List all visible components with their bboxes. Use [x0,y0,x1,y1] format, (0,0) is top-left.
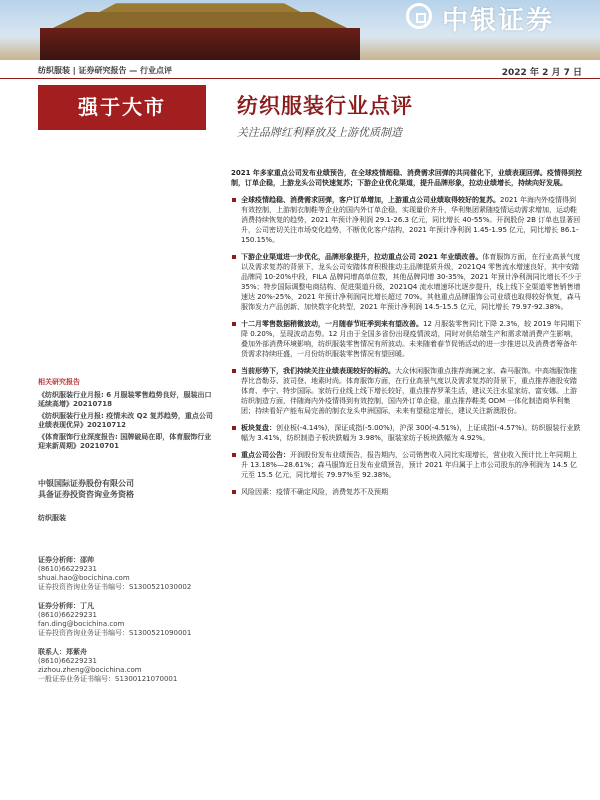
bullet-lead: 重点公司公告： [241,451,290,459]
bullet-text: 大众休闲服饰重点推荐海澜之家、森马服饰。中高端服饰推荐比音勒芬、波司登、地素时尚。体育服饰方面，在行业高景气度以及需求复苏的背景下，重点推荐港股安踏体育、李宁、特步国际。家纺行业线上线下增长较好，重点推荐罗莱生活，建议关注水星家纺、富安娜。上游纺织制造方面，伴随海内外疫情得到有效控制，国内外订单企稳，重点推荐鞋类 ODM 一体化制造商华利集团；持续看好产能布局完善的制衣龙头申洲国际，未来有望稳定增长，建议关注新澳股份。 [241,367,577,415]
company-info [38,478,218,523]
analyst-email[interactable]: zizhou.zheng@bocichina.com [38,666,142,674]
bullet-lead: 当前形势下，我们持续关注业绩表现较好的标的。 [241,367,395,375]
bullet-item [231,195,583,245]
analyst-phone: (8610)66229231 [38,611,97,619]
analyst-email[interactable]: fan.ding@bocichina.com [38,620,125,628]
analyst-cert: 一般证券业务证书编号：S1300121070001 [38,675,178,683]
sector-label: 纺织服装 [38,514,66,522]
analyst-cert: 证券投资咨询业务证书编号：S1300521090001 [38,629,192,637]
banner-building [40,28,360,60]
bullet-item [231,252,583,312]
bullet-item [231,487,583,497]
brand-logo [400,0,600,40]
related-report-item[interactable]: 《纺织服装行业月报: 疫情未改 Q2 复苏趋势，重点公司业绩表现优异》20210712 [38,412,213,429]
bullet-text: 创业板(-4.14%)，深证成指(-5.00%)，沪深 300(-4.51%)，上证成指(-4.57%)。纺织服装行业跌幅为 3.41%，纺织制造子板块跌幅为 3.98%，服装家纺子板块跌幅为 4.92%。 [241,424,581,442]
bullet-item [231,319,583,359]
bullet-lead: 十二月零售数据稍微波动，一月随春节旺季到来有望改善。 [241,320,423,328]
bank-logo-icon [406,3,432,29]
bullet-text: 开润股份发布业绩预告，报告期内，公司销售收入同比实现增长，营业收入预计比上年同期上升 13.18%—28.61%；森马服饰近日发布业绩预告，预计 2021 年归属于上市公司股东的净利润为 14.5 亿元至 15.5 亿元，同比增长 79.97%至 92.38%。 [241,451,577,479]
top-bar [0,62,600,79]
report-title: 纺织服装行业点评 [237,94,413,118]
report-subtitle: 关注品牌红利释放及上游优质制造 [237,126,402,139]
bullet-text: 体育服饰方面，在行业高景气度以及需求复苏的背景下，龙头公司安踏体育积极推动主品牌提质升级，2021Q4 零售流水增速良好，其中安踏品牌同 10-20%中段，FILA 品牌同增高单位数，其他品牌同增 30-35%，2021 年预计净利润同比增长不少于 35%；特步国际调整电商结构、促进渠道升级，2021Q4 流水增速环比逐步提升，线上线下全渠道零售销售增速达 20%-25%，2021 年预计净利润同比增长超过 70%。其他重点品牌服饰公司业绩也取得较好恢复，森马服饰发力产品创新、加快数字化转型，2021 年预计净利润 14.5-15.5 亿元，同比增长 79.97-92.38%。 [241,253,582,311]
bullet-item [231,450,583,480]
bullet-lead: 全球疫情趋稳、消费需求回弹，客户订单增加，上游重点公司业绩取得较好的复苏。 [241,196,500,204]
analyst-block [38,556,218,684]
bullet-lead: 板块复盘： [241,424,276,432]
analyst-phone: (8610)66229231 [38,565,97,573]
summary-paragraph: 2021 年多家重点公司发布业绩预告，在全球疫情超稳、消费需求回弹的共同催化下，业绩表现回弹。疫情得到控制，订单企稳，上游龙头公司快速复苏；下游企业优化渠道，提升品牌形象，拉动业绩增长，持续向好发展。 [231,169,582,187]
analyst-role: 证券分析师：邵帅 [38,556,94,564]
analyst-phone: (8610)66229231 [38,657,97,665]
bullet-lead: 下游企业渠道进一步优化，品牌形象提升，拉动重点公司 2021 年业绩改善。 [241,253,483,261]
logo-text: 中银证券 [442,6,555,36]
report-date: 2022 年 2 月 7 日 [501,68,582,78]
bullet-text: 12 月服装零售同比下降 2.3%，较 2019 年同期下降 0.20%，呈现波动态势。12 月由于全国多省份出现疫情波动，同时对供给端生产和需求端消费产生影响，叠加外部消费环境影响，纺织服装零售情况有所波动。未来随着春节促销活动的进一步推进以及消费者筹备年货需求持续旺盛，一月份纺织服装零售情况有望回暖。 [241,320,582,358]
related-report-item[interactable]: 《纺织服装行业月报: 6 月服装零售趋势良好，服装出口延续高增》20210718 [38,391,212,408]
risk-text: 风险因素：疫情不确定风险，消费复苏不及预期 [241,488,388,496]
analyst-role: 联系人：郑紫舟 [38,648,87,656]
bullet-item [231,366,583,416]
rating-label: 强于大市 [78,95,166,119]
bullet-item [231,423,583,443]
related-report-item[interactable]: 《体育服饰行业深度报告: 国牌破局在即，体育服饰行业迎来新周期》20210701 [38,433,212,450]
header-banner [0,0,600,60]
bullet-text: 2021 年海内外疫情得到有效控制，上游制衣制鞋等企业的国内外订单企稳，实现量价齐升，华利集团紧随疫情运动需求增加，运动鞋消费持续恢复的趋势，2021 年预计净利润 29.1-26.3 亿元，同比增长 40-55%。开润股份 2B 订单也显著回升，公司密切关注市场变化趋势，不断优化客户结构，2021 年预计净利润 1.45-1.95 亿元，同比增长 86.1-150.15%。 [241,196,581,244]
analyst-role: 证券分析师：丁凡 [38,602,94,610]
related-heading: 相关研究报告 [38,378,80,386]
related-reports [38,378,218,451]
analyst-email[interactable]: shuai.hao@bocichina.com [38,574,130,582]
company-name: 中银国际证券股份有限公司 具备证券投资咨询业务资格 [38,479,134,499]
breadcrumb: 纺织服装 | 证券研究报告 — 行业点评 [38,66,173,75]
analyst-cert: 证券投资咨询业务证书编号：S1300521030002 [38,583,192,591]
report-body [231,168,583,504]
